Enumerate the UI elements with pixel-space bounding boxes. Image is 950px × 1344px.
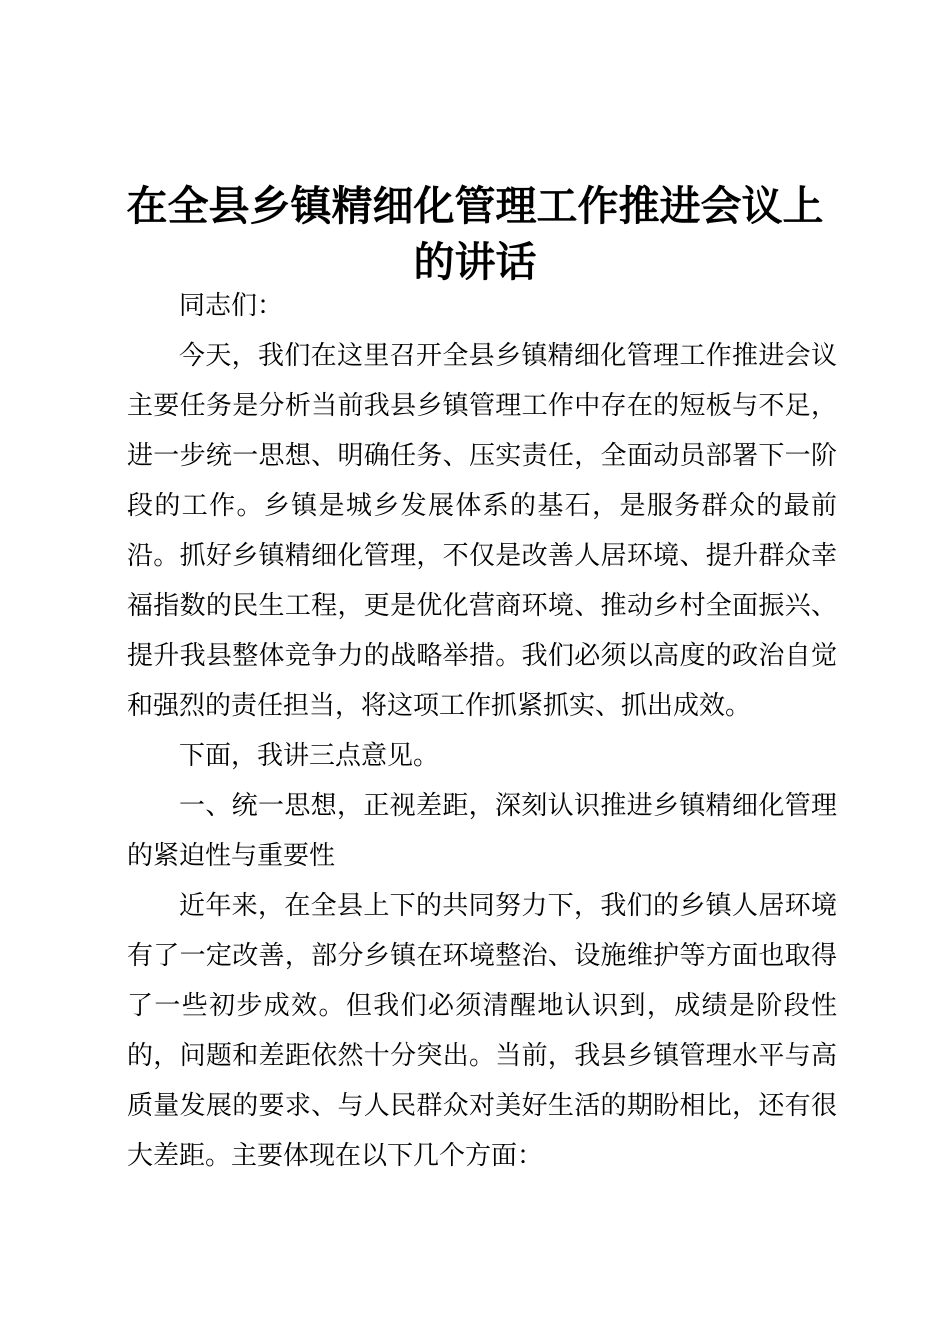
document-body <box>127 281 837 1181</box>
body-paragraph: 今天，我们在这里召开全县乡镇精细化管理工作推进会议主要任务是分析当前我县乡镇管理工作中存在的短板与不足，进一步统一思想、明确任务、压实责任，全面动员部署下一阶段的工作。乡镇是城乡发展体系的基石，是服务群众的最前沿。抓好乡镇精细化管理，不仅是改善人居环境、提升群众幸福指数的民生工程，更是优化营商环境、推动乡村全面振兴、提升我县整体竞争力的战略举措。我们必须以高度的政治自觉和强烈的责任担当，将这项工作抓紧抓实、抓出成效。 <box>127 341 837 721</box>
document-title: 在全县乡镇精细化管理工作推进会议上的讲话 <box>126 182 824 286</box>
body-paragraph: 下面，我讲三点意见。 <box>179 741 440 771</box>
salutation-paragraph: 同志们： <box>179 291 284 321</box>
body-paragraph: 近年来，在全县上下的共同努力下，我们的乡镇人居环境有了一定改善，部分乡镇在环境整治、设施维护等方面也取得了一些初步成效。但我们必须清醒地认识到，成绩是阶段性的，问题和差距依然十分突出。当前，我县乡镇管理水平与高质量发展的要求、与人民群众对美好生活的期盼相比，还有很大差距。主要体现在以下几个方面： <box>127 891 837 1171</box>
section-heading: 一、统一思想，正视差距，深刻认识推进乡镇精细化管理的紧迫性与重要性 <box>127 791 837 871</box>
